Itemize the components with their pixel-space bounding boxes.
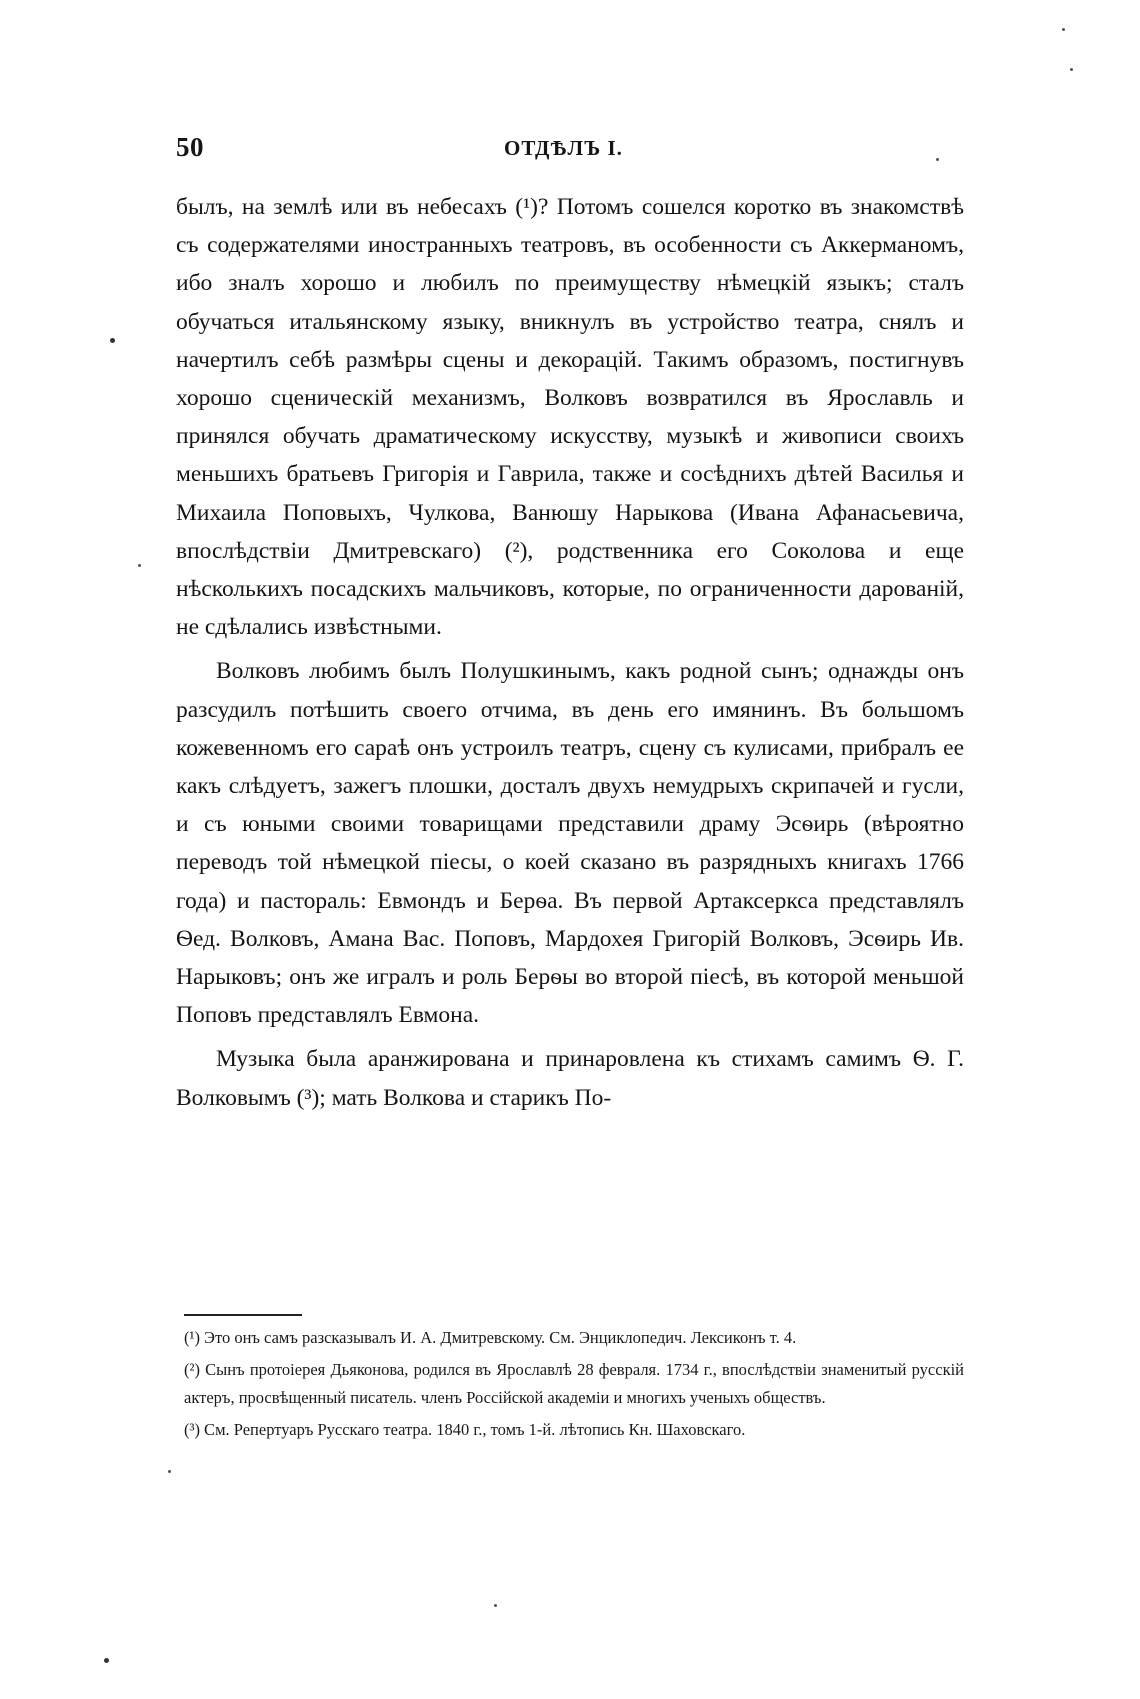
footnote-1: (¹) Это онъ самъ разсказывалъ И. А. Дмитревскому. См. Энциклопедич. Лексиконъ т. 4. xyxy=(184,1328,797,1347)
footnote-2: (²) Сынъ протоіерея Дьяконова, родился въ Ярославлѣ 28 февраля. 1734 г., впослѣдствіи знаменитый русскій актеръ, просвѣщенный писатель. членъ Россійской академіи и многихъ ученыхъ обществъ. xyxy=(184,1359,964,1407)
footnotes xyxy=(184,1324,964,1447)
paragraph-3: Музыка была аранжирована и принаровлена къ стихамъ самимъ Ѳ. Г. Волковымъ (³); мать Волкова и старикъ По- xyxy=(176,1046,964,1111)
scan-speck xyxy=(936,158,939,161)
paragraph-2: Волковъ любимъ былъ Полушкинымъ, какъ родной сынъ; однажды онъ разсудилъ потѣшить своего отчима, въ день его имянинъ. Въ большомъ кожевенномъ его сараѣ онъ устроилъ театръ, сцену съ кулисами, прибралъ ее какъ слѣдуетъ, зажегъ плошки, досталъ двухъ немудрыхъ скрипачей и гусли, и съ юными своими товарищами представили драму Эсѳирь (вѣроятно переводъ той нѣмецкой піесы, о коей сказано въ разрядныхъ книгахъ 1766 года) и пастораль: Евмондъ и Берѳа. Въ первой Артаксеркса представлялъ Ѳед. Волковъ, Амана Вас. Поповъ, Мардохея Григорій Волковъ, Эсѳирь Ив. Нарыковъ; онъ же игралъ и роль Берѳы во второй піесѣ, въ которой меньшой Поповъ представлялъ Евмона. xyxy=(176,658,964,1029)
page-header xyxy=(176,132,964,172)
scan-speck xyxy=(138,564,141,567)
scan-speck xyxy=(1062,28,1065,31)
running-head: ОТДѢЛЪ I. xyxy=(504,136,623,160)
scan-speck xyxy=(494,1604,497,1607)
paragraph-1: былъ, на землѣ или въ небесахъ (¹)? Потомъ сошелся коротко въ знакомствѣ съ содержателями иностранныхъ театровъ, въ особенности съ Аккерманомъ, ибо зналъ хорошо и любилъ по преимуществу нѣмецкій языкъ; сталъ обучаться итальянскому языку, вникнулъ въ устройство театра, снялъ и начертилъ себѣ размѣры сцены и декорацій. Такимъ образомъ, постигнувъ хорошо сценическій механизмъ, Волковъ возвратился въ Ярославль и принялся обучать драматическому искусству, музыкѣ и живописи своихъ меньшихъ братьевъ Григорія и Гаврила, также и сосѣднихъ дѣтей Василья и Михаила Поповыхъ, Чулкова, Ванюшу Нарыкова (Ивана Афанасьевича, впослѣдствіи Дмитревскаго) (²), родственника его Соколова и еще нѣсколькихъ посадскихъ мальчиковъ, которые, по ограниченности дарованій, не сдѣлались извѣстными. xyxy=(176,194,964,641)
main-text xyxy=(176,188,964,1117)
scan-speck xyxy=(1070,68,1073,71)
scan-speck xyxy=(104,1658,109,1663)
footnote-separator xyxy=(184,1314,302,1316)
page-number: 50 xyxy=(176,132,204,162)
scan-speck xyxy=(168,1470,171,1473)
scan-speck xyxy=(110,338,115,343)
footnote-3: (³) См. Репертуаръ Русскаго театра. 1840 г., томъ 1-й. лѣтопись Кн. Шаховскаго. xyxy=(184,1419,746,1439)
